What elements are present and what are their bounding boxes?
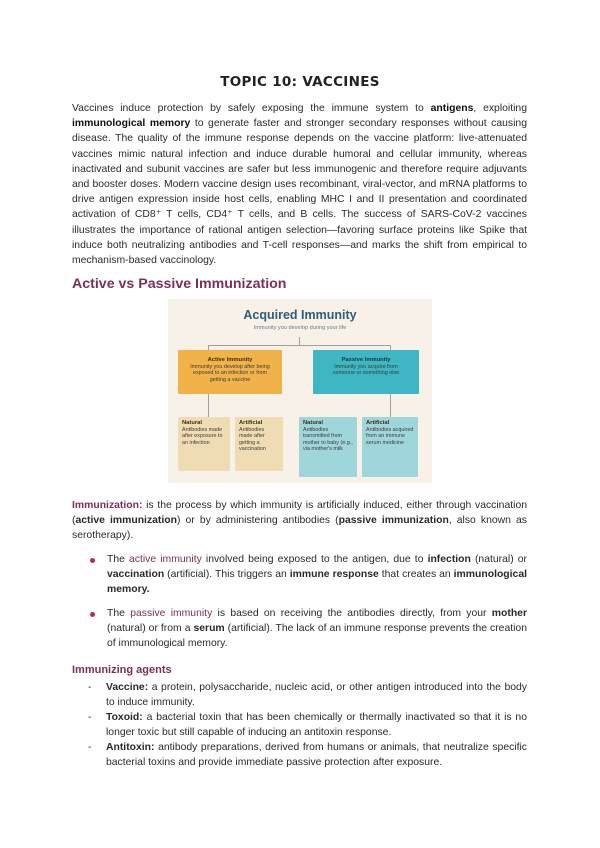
- bullet-text: (artificial). This triggers an: [164, 569, 290, 581]
- diagram-title: Acquired Immunity: [243, 308, 357, 322]
- passive-artificial-box: [362, 417, 418, 477]
- diagram-subtitle: Immunity you develop during your life: [253, 325, 347, 331]
- para-text: ) or by administering antibodies (: [176, 515, 339, 527]
- bullet-highlight: active immunity: [129, 554, 202, 565]
- leaf-text: Antibodies made after exposure to an infection: [182, 426, 223, 446]
- active-immunity-bullet: [107, 552, 527, 598]
- active-immunity-title: Active Immunity: [207, 357, 253, 363]
- active-immunity-box: [178, 350, 282, 394]
- bullet-icon: [90, 612, 95, 617]
- active-natural-box: [178, 417, 230, 471]
- intro-text: to generate faster and stronger secondary responses without causing disease. The quality of the immune response depends on the vaccine platform: live-attenuated vaccines mimic natural infection and induce durable humoral and cellular immunity, whereas inactivated and subunit vaccines are safer but less immunogenic and therefore require adjuvants and booster doses. Modern vaccine design uses recombinant, viral-vector, and mRNA platforms to drive antigen expression inside host cells, enabling MHC I and II presentation and coordinated activation of CD8⁺ T cells, CD4⁺ T cells, and B cells. The success of SARS-CoV-2 vaccines illustrates the importance of rational antigen selection—favoring surface proteins like Spike that induce both neutralizing antibodies and T-cell responses—and marks the shift from empirical to mechanism-based vaccinology.: [72, 118, 527, 267]
- list-item-vaccine: [106, 680, 527, 710]
- passive-natural-box: [299, 417, 357, 477]
- bullet-text: that creates an: [378, 569, 454, 581]
- para-text: is the process by which immunity is artificially induced, either through vaccination (: [72, 500, 527, 527]
- diagram-connector: [208, 345, 391, 346]
- diagram-connector: [208, 394, 209, 417]
- leaf-title: Artificial: [239, 420, 263, 426]
- agent-text: a protein, polysaccharide, nucleic acid, or other antigen introduced into the body to induce immunity.: [106, 682, 527, 709]
- bullet-bold: mother: [491, 608, 527, 619]
- para-text: , also known as serotherapy).: [72, 515, 527, 542]
- bullet-text: involved being exposed to the antigen, due to: [201, 554, 428, 565]
- bullet-text: is based on receiving the antibodies directly, from your: [212, 608, 492, 619]
- bullet-text: (natural) or: [470, 554, 527, 565]
- bullet-text: The: [107, 554, 129, 565]
- intro-paragraph: [72, 101, 527, 268]
- intro-bold-antigens: antigens: [430, 103, 474, 114]
- leaf-title: Artificial: [366, 420, 390, 426]
- agent-text: antibody preparations, derived from humans or animals, that neutralize specific bacterial toxins and provide immediate passive protection after exposure.: [106, 742, 527, 769]
- intro-text: Vaccines induce protection by safely exposing the immune system to: [72, 103, 431, 114]
- bullet-highlight: passive immunity: [130, 608, 213, 619]
- bullet-text: (natural) or from a: [107, 623, 194, 635]
- passive-immunity-title: Passive Immunity: [341, 357, 391, 363]
- leaf-text: Antibodies transmitted from mother to baby (e.g., via mother's milk: [303, 426, 353, 453]
- leaf-text: Antibodies acquired from an immune serum medicine: [366, 426, 414, 446]
- para-bold: passive immunization: [338, 515, 449, 527]
- bullet-bold: vaccination: [107, 569, 165, 581]
- list-dash: -: [88, 712, 92, 723]
- diagram-connector: [299, 337, 300, 345]
- agent-term: Antitoxin:: [106, 742, 155, 753]
- bullet-bold: serum: [193, 623, 225, 635]
- passive-immunity-text: Immunity you acquire from someone or something else: [332, 363, 400, 377]
- list-dash: -: [88, 742, 92, 753]
- active-immunity-text: Immunity you develop after being exposed to an infection or from getting a vaccine: [190, 363, 270, 383]
- list-item-toxoid: [106, 710, 527, 740]
- page-title: TOPIC 10: VACCINES: [220, 74, 380, 90]
- immunization-paragraph: [72, 498, 527, 544]
- leaf-text: Antibodies made after getting a vaccination: [239, 426, 266, 453]
- intro-bold-memory: immunological memory: [72, 118, 191, 130]
- list-dash: -: [88, 682, 92, 693]
- bullet-bold: immune response: [289, 569, 379, 581]
- leaf-title: Natural: [303, 420, 323, 426]
- intro-text: , exploiting: [473, 103, 527, 114]
- bullet-text: (artificial). The lack of an immune response prevents the creation of immunological memory.: [107, 623, 527, 650]
- list-item-antitoxin: [106, 740, 527, 770]
- leaf-title: Natural: [182, 420, 202, 426]
- bullet-icon: [90, 558, 95, 563]
- passive-immunity-box: [313, 350, 419, 394]
- immunization-term: Immunization:: [72, 500, 143, 511]
- para-bold: active immunization: [75, 515, 177, 527]
- agent-term: Toxoid:: [106, 712, 143, 723]
- acquired-immunity-diagram: [168, 299, 432, 483]
- section-heading: Active vs Passive Immunization: [72, 276, 287, 292]
- agents-heading: Immunizing agents: [72, 664, 172, 676]
- agent-term: Vaccine:: [106, 682, 149, 693]
- bullet-text: The: [107, 608, 131, 619]
- bullet-bold: infection: [427, 554, 471, 565]
- bullet-bold: immunological memory.: [107, 569, 527, 596]
- passive-immunity-bullet: [107, 606, 527, 652]
- active-artificial-box: [235, 417, 283, 471]
- diagram-connector: [390, 394, 391, 417]
- agent-text: a bacterial toxin that has been chemically or thermally inactivated so that it is no longer toxic but still capable of inducing an antitoxin response.: [106, 712, 527, 739]
